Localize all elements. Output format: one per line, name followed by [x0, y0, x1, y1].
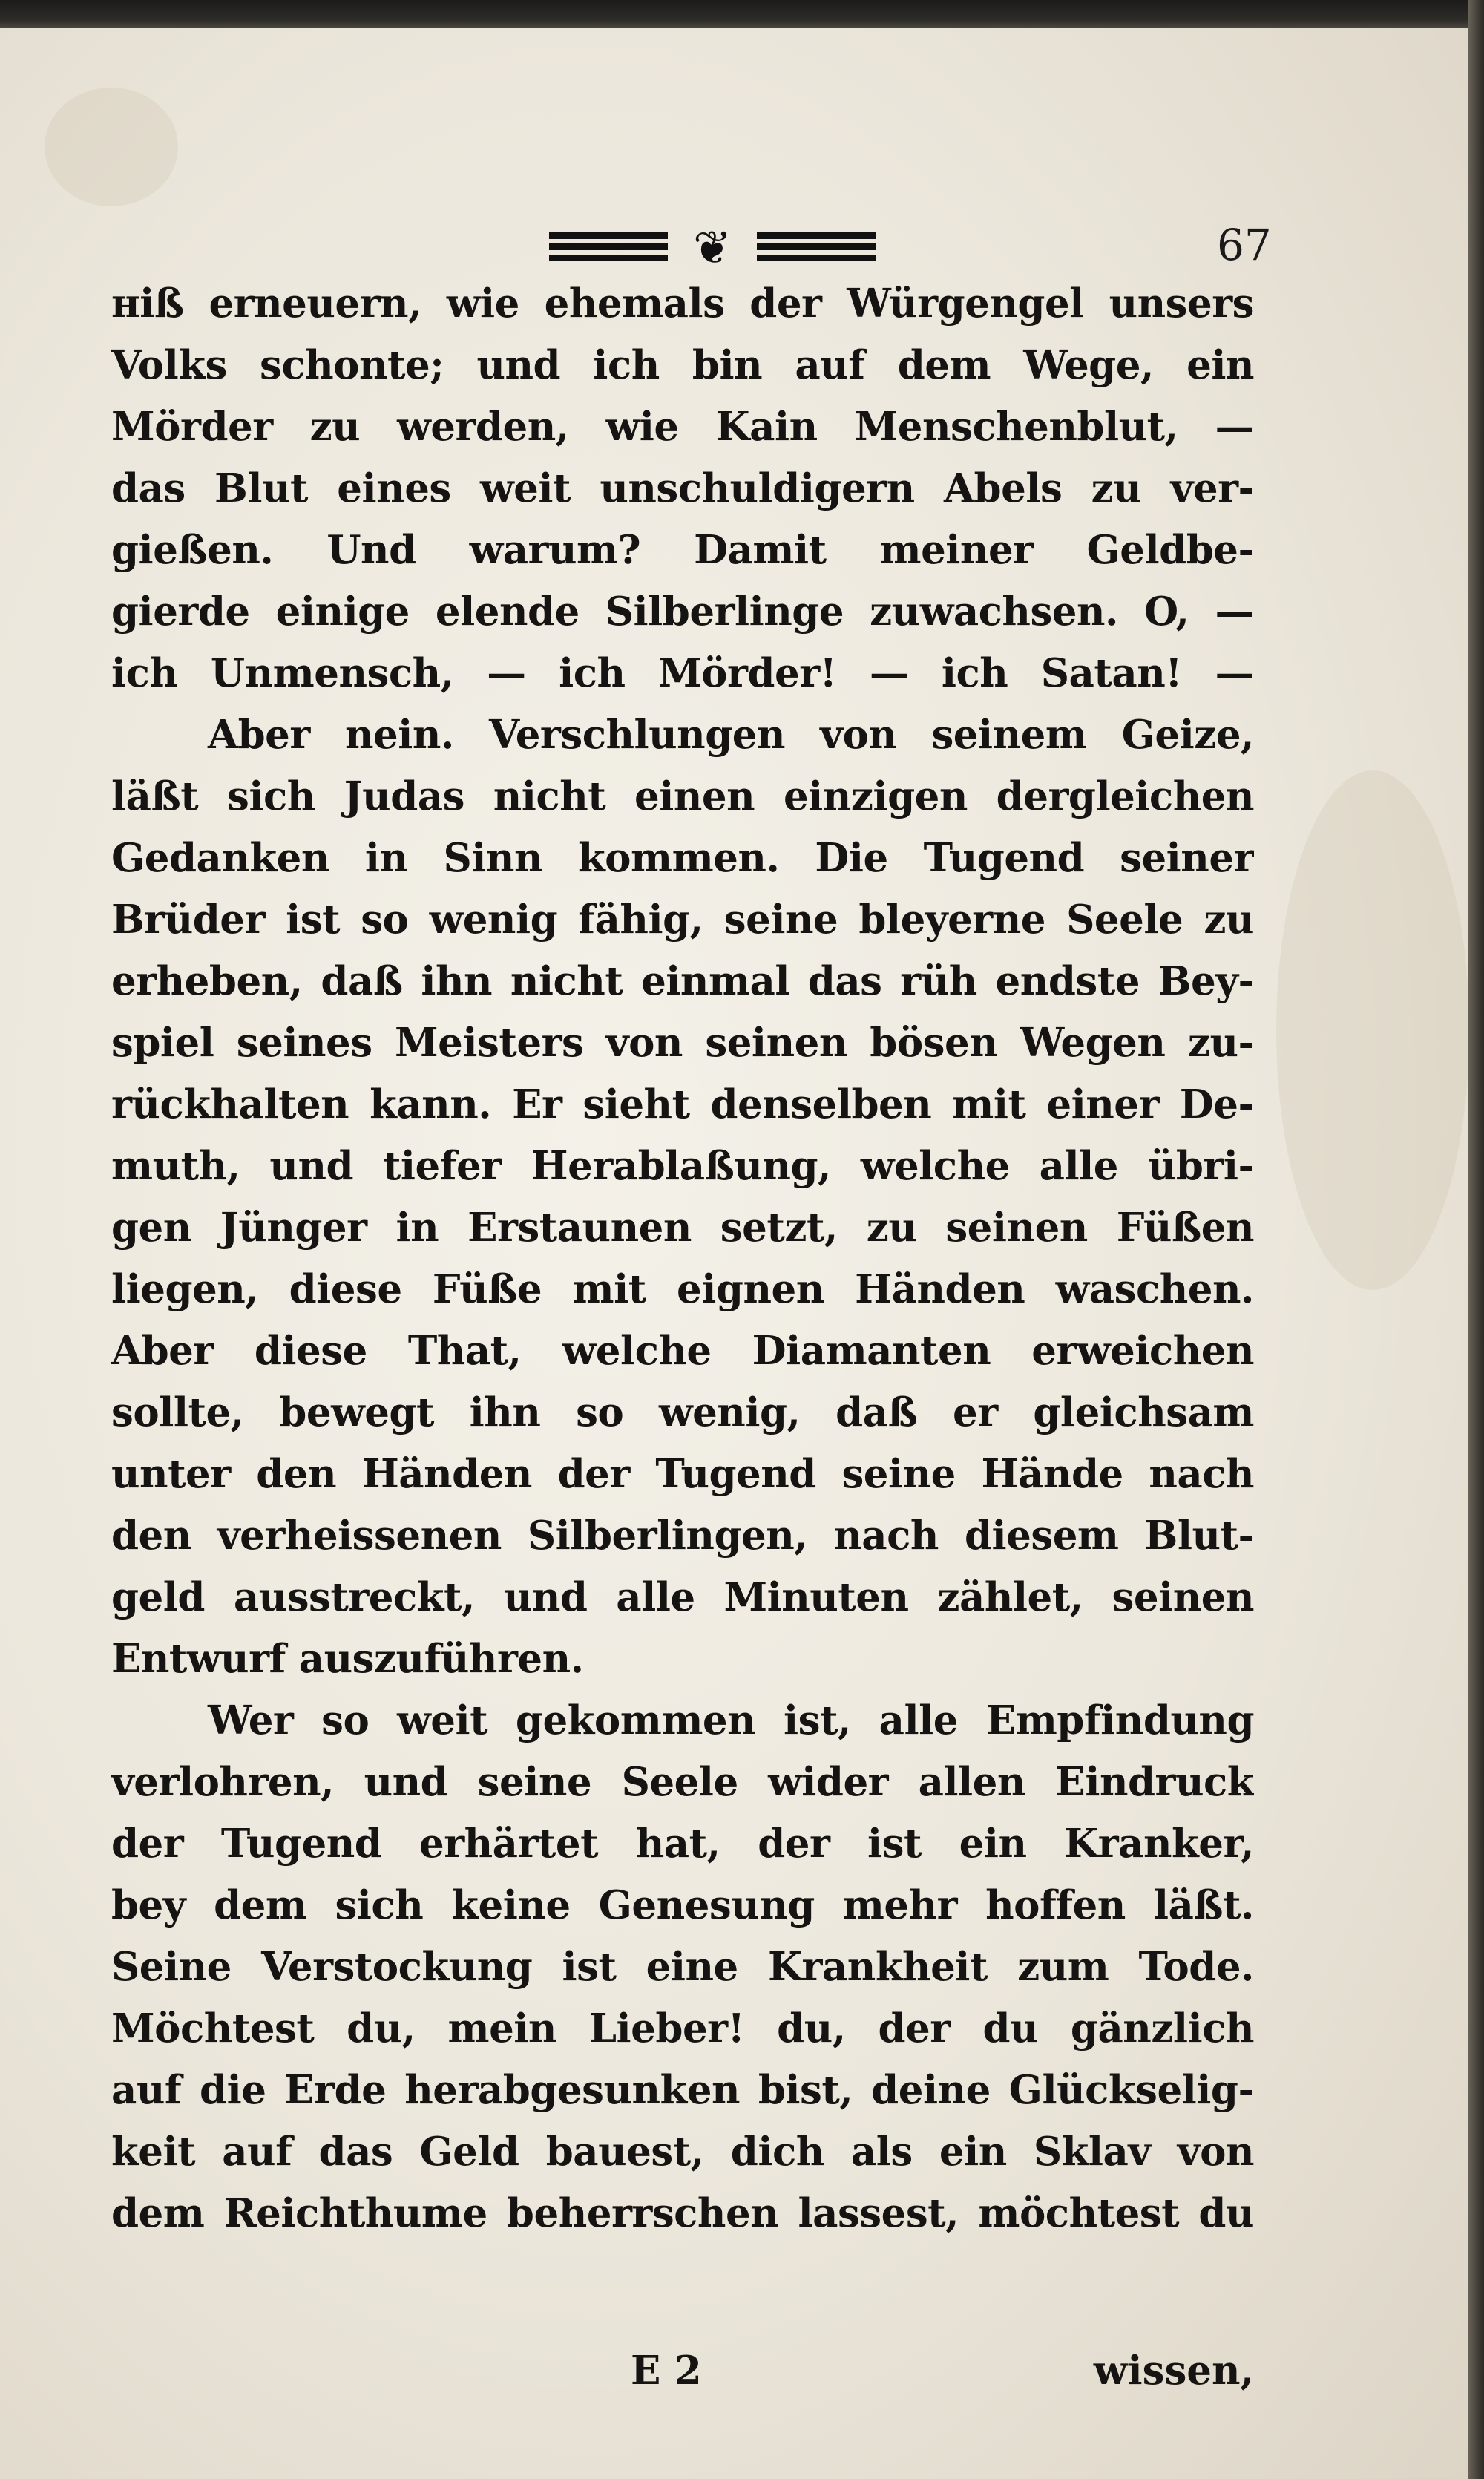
signature-mark: E 2: [631, 2348, 702, 2394]
text-line: Aber nein. Verschlungen von seinem Geize,: [208, 712, 1254, 758]
text-line: Mörder zu werden, wie Kain Menschenblut, —: [111, 404, 1254, 450]
text-line: sollte, bewegt ihn so wenig, daß er gleichsam: [111, 1389, 1254, 1435]
text-line: Brüder ist so wenig fähig, seine bleyerne Seele zu: [111, 897, 1254, 943]
text-line: liegen, diese Füße mit eignen Händen waschen.: [111, 1266, 1254, 1312]
text-line: gießen. Und warum? Damit meiner Geldbe-: [111, 527, 1254, 573]
text-line: rückhalten kann. Er sieht denselben mit einer De-: [111, 1081, 1254, 1127]
text-line: keit auf das Geld bauest, dich als ein Sklav von: [111, 2129, 1254, 2175]
text-line: erheben, daß ihn nicht einmal das rüh endste Bey-: [111, 958, 1254, 1004]
fleuron-icon: ❦: [693, 220, 732, 275]
text-line: Gedanken in Sinn kommen. Die Tugend seiner: [111, 835, 1254, 881]
page-footer: [111, 2348, 1254, 2414]
text-line: verlohren, und seine Seele wider allen Eindruck: [111, 1759, 1254, 1805]
catchword: wissen,: [1093, 2348, 1254, 2394]
paper-stain: [1276, 770, 1468, 1290]
text-line: läßt sich Judas nicht einen einzigen dergleichen: [111, 773, 1254, 819]
text-line: spiel seines Meisters von seinen bösen Wegen zu-: [111, 1020, 1254, 1066]
text-line: ніß erneuern, wie ehemals der Würgengel unsers: [111, 281, 1254, 327]
text-line: gierde einige elende Silberlinge zuwachsen. O, —: [111, 589, 1254, 635]
text-line: den verheissenen Silberlingen, nach diesem Blut-: [111, 1513, 1254, 1559]
text-line: muth, und tiefer Herablaßung, welche alle übri-: [111, 1143, 1254, 1189]
header-rule-right: [757, 232, 876, 262]
text-line: Aber diese That, welche Diamanten erweichen: [111, 1328, 1254, 1374]
header-rule-left: [549, 232, 668, 262]
text-line: unter den Händen der Tugend seine Hände nach: [111, 1451, 1254, 1497]
text-line: der Tugend erhärtet hat, der ist ein Kranker,: [111, 1821, 1254, 1867]
text-line: ich Unmensch, — ich Mörder! — ich Satan! —: [111, 650, 1254, 696]
book-page: [0, 28, 1468, 2479]
text-line: Volks schonte; und ich bin auf dem Wege, ein: [111, 342, 1254, 388]
paper-stain: [45, 88, 178, 206]
text-line: bey dem sich keine Genesung mehr hoffen läßt.: [111, 1882, 1254, 1928]
text-line: dem Reichthume beherrschen lassest, möchtest du: [111, 2190, 1254, 2236]
book-edge-top: [0, 0, 1484, 28]
page-number: 67: [1217, 220, 1272, 270]
text-line: geld ausstreckt, und alle Minuten zählet, seinen: [111, 1574, 1254, 1620]
text-line: das Blut eines weit unschuldigern Abels zu ver-: [111, 465, 1254, 511]
text-line: Möchtest du, mein Lieber! du, der du gänzlich: [111, 2005, 1254, 2051]
text-line: Seine Verstockung ist eine Krankheit zum Tode.: [111, 1944, 1254, 1990]
book-edge-right: [1468, 0, 1484, 2479]
body-text: [111, 273, 1254, 2244]
text-line: auf die Erde herabgesunken bist, deine Glückselig-: [111, 2067, 1254, 2113]
text-line: Wer so weit gekommen ist, alle Empfindung: [208, 1697, 1254, 1743]
text-line: Entwurf auszuführen.: [111, 1636, 584, 1682]
text-line: gen Jünger in Erstaunen setzt, zu seinen Füßen: [111, 1205, 1254, 1251]
